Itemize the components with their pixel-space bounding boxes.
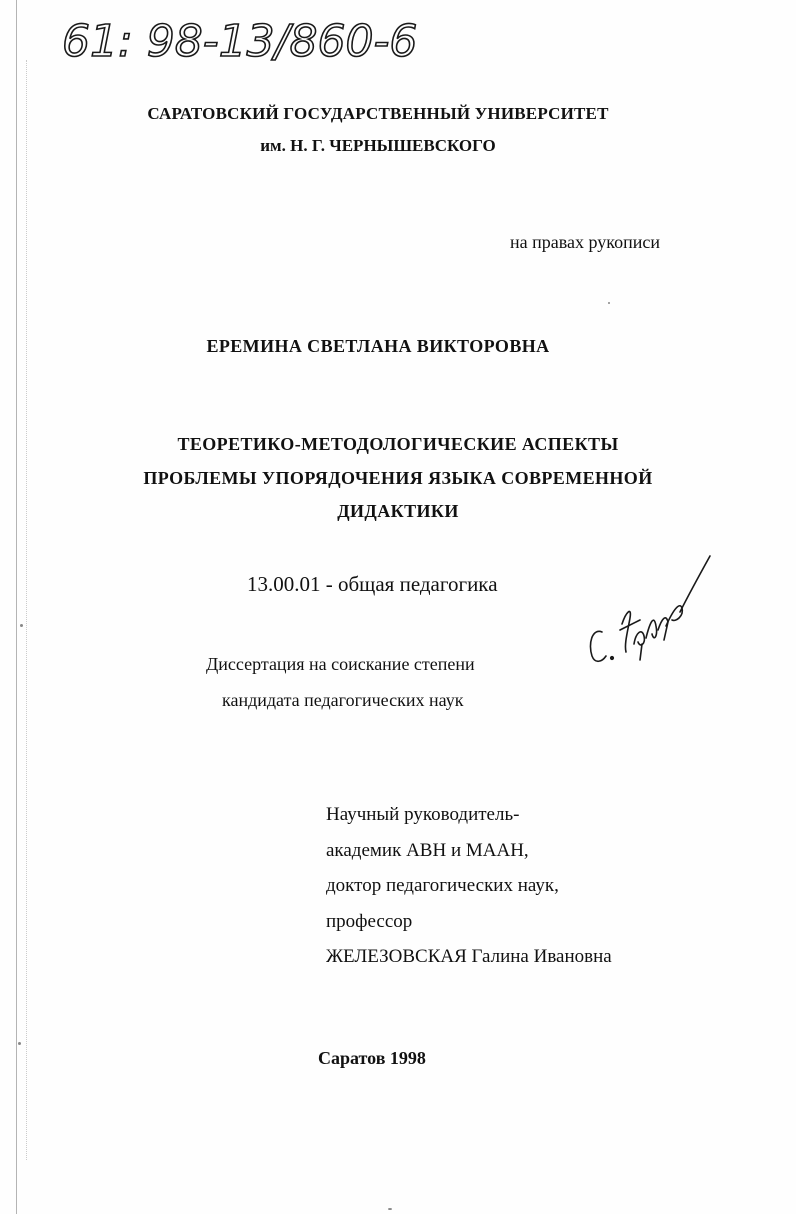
archive-number-text: 61: 98-13/860-6 [62, 16, 418, 67]
specialty-code: 13.00.01 - общая педагогика [247, 572, 498, 596]
binding-edge-secondary [26, 60, 27, 1160]
scan-speck [608, 302, 610, 304]
dissertation-line-2: кандидата педагогических наук [222, 690, 464, 710]
scan-speck [388, 1208, 392, 1210]
thesis-title-line-2: ПРОБЛЕМЫ УПОРЯДОЧЕНИЯ ЯЗЫКА СОВРЕМЕННОЙ [143, 468, 653, 488]
university-name: САРАТОВСКИЙ ГОСУДАРСТВЕННЫЙ УНИВЕРСИТЕТ [147, 104, 609, 123]
supervisor-line-4: профессор [326, 910, 413, 932]
supervisor-block [326, 797, 612, 975]
supervisor-line-3: доктор педагогических наук, [326, 875, 559, 896]
thesis-title-line-1: ТЕОРЕТИКО-МЕТОДОЛОГИЧЕСКИЕ АСПЕКТЫ [177, 434, 619, 454]
dissertation-line-1: Диссертация на соискание степени [206, 654, 475, 674]
supervisor-line-5: ЖЕЛЕЗОВСКАЯ Галина Ивановна [326, 946, 612, 967]
scan-speck [20, 624, 23, 627]
scan-speck [18, 1042, 21, 1045]
handwritten-signature [580, 548, 720, 672]
author-name: ЕРЕМИНА СВЕТЛАНА ВИКТОРОВНА [206, 336, 550, 356]
city-year: Саратов 1998 [318, 1048, 426, 1068]
university-named-after: им. Н. Г. ЧЕРНЫШЕВСКОГО [260, 136, 496, 155]
thesis-title-line-3: ДИДАКТИКИ [337, 501, 459, 521]
binding-edge [16, 0, 17, 1214]
rights-note: на правах рукописи [510, 232, 660, 252]
supervisor-line-1: Научный руководитель- [326, 804, 520, 825]
handwritten-archive-number [60, 4, 450, 70]
supervisor-line-2: академик АВН и МААН, [326, 839, 529, 861]
